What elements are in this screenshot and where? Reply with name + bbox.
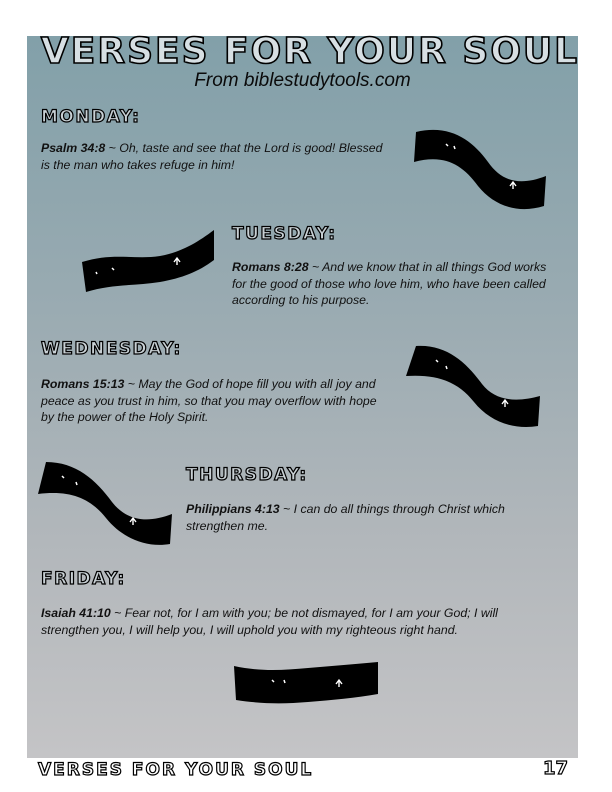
- verse-wednesday: [41, 376, 386, 426]
- ribbon-banner-icon: [232, 660, 380, 706]
- day-heading-monday: MONDAY:: [41, 107, 141, 127]
- ribbon-banner-icon: [36, 458, 176, 546]
- verse-reference: Romans 15:13: [41, 377, 125, 391]
- page-title: VERSES FOR YOUR SOUL: [40, 31, 580, 72]
- day-heading-tuesday: TUESDAY:: [232, 224, 337, 244]
- verse-text: Oh, taste and see that the Lord is good! Blessed is the man who takes refuge in him!: [41, 141, 383, 172]
- verse-separator: ~: [279, 502, 294, 516]
- verse-reference: Psalm 34:8: [41, 141, 106, 155]
- verse-reference: Philippians 4:13: [186, 502, 280, 516]
- verse-friday: [41, 605, 521, 638]
- verse-text: May the God of hope fill you with all joy and peace as you trust in him, so that you may overflow with hope by the power of the Holy Spirit.: [41, 377, 377, 424]
- verse-separator: ~: [124, 377, 139, 391]
- footer-title: VERSES FOR YOUR SOUL: [38, 760, 314, 780]
- verse-text: Fear not, for I am with you; be not dismayed, for I am your God; I will strengthen you, I will help you, I will uphold you with my righteous right hand.: [41, 606, 498, 637]
- verse-thursday: [186, 501, 556, 534]
- verse-text: And we know that in all things God works for the good of those who love him, who have been called according to his purpose.: [232, 260, 547, 307]
- verse-separator: ~: [110, 606, 125, 620]
- day-heading-friday: FRIDAY:: [41, 569, 126, 589]
- verse-text: I can do all things through Christ which strengthen me.: [186, 502, 505, 533]
- ribbon-banner-icon: [78, 226, 218, 298]
- verse-reference: Isaiah 41:10: [41, 606, 111, 620]
- verse-reference: Romans 8:28: [232, 260, 309, 274]
- page-subtitle: From biblestudytools.com: [194, 70, 411, 91]
- day-heading-wednesday: WEDNESDAY:: [41, 339, 182, 359]
- ribbon-banner-icon: [402, 340, 544, 430]
- day-heading-thursday: THURSDAY:: [186, 465, 308, 485]
- verse-monday: [41, 140, 386, 173]
- verse-separator: ~: [105, 141, 120, 155]
- page-number: 17: [543, 758, 569, 779]
- ribbon-banner-icon: [410, 124, 550, 212]
- verse-tuesday: [232, 259, 562, 309]
- verse-separator: ~: [308, 260, 323, 274]
